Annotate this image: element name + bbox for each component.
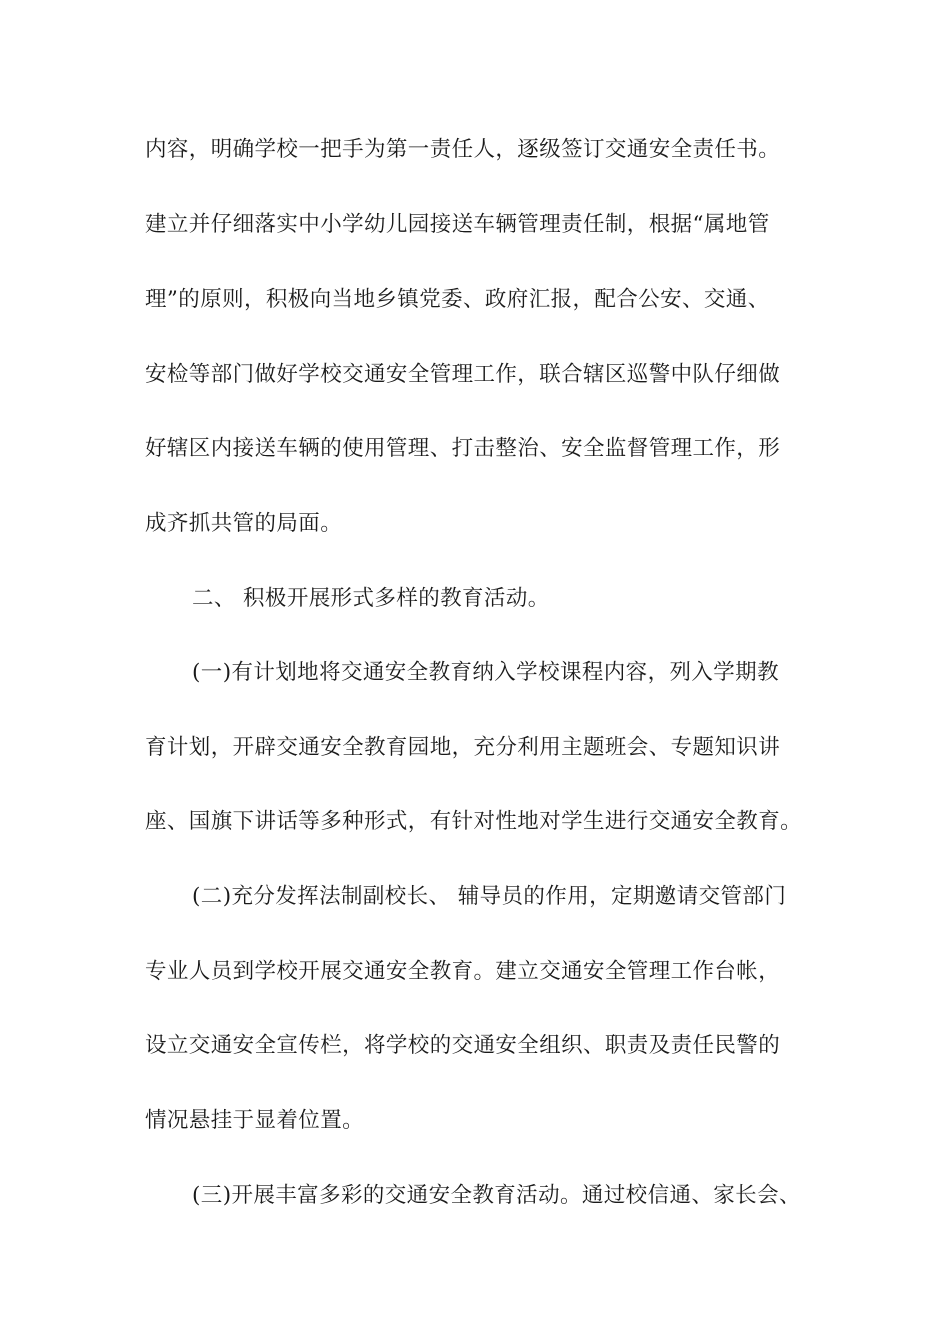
text-line: (二)充分发挥法制副校长、 辅导员的作用，定期邀请交管部门 <box>192 884 787 909</box>
text-line: 建立并仔细落实中小学幼儿园接送车辆管理责任制，根据“属地管 <box>145 212 770 237</box>
text-line: 设立交通安全宣传栏，将学校的交通安全组织、职责及责任民警的 <box>145 1033 781 1058</box>
text-line: 专业人员到学校开展交通安全教育。建立交通安全管理工作台帐， <box>145 959 781 984</box>
text-line: (一)有计划地将交通安全教育纳入学校课程内容，列入学期教 <box>192 660 779 685</box>
text-line: 成齐抓共管的局面。 <box>145 511 343 536</box>
text-line: 座、国旗下讲话等多种形式，有针对性地对学生进行交通安全教育。 <box>145 809 803 834</box>
text-line: 育计划，开辟交通安全教育园地，充分利用主题班会、专题知识讲 <box>145 735 781 760</box>
text-line: (三)开展丰富多彩的交通安全教育活动。通过校信通、家长会、 <box>192 1183 801 1208</box>
text-line: 情况悬挂于显着位置。 <box>145 1108 365 1133</box>
text-line: 理”的原则，积极向当地乡镇党委、政府汇报，配合公安、交通、 <box>145 287 770 312</box>
text-line: 好辖区内接送车辆的使用管理、打击整治、安全监督管理工作，形 <box>145 436 781 461</box>
text-line: 安检等部门做好学校交通安全管理工作，联合辖区巡警中队仔细做 <box>145 362 781 387</box>
section-heading: 二、 积极开展形式多样的教育活动。 <box>192 586 550 611</box>
text-line: 内容，明确学校一把手为第一责任人，逐级签订交通安全责任书。 <box>145 137 781 162</box>
